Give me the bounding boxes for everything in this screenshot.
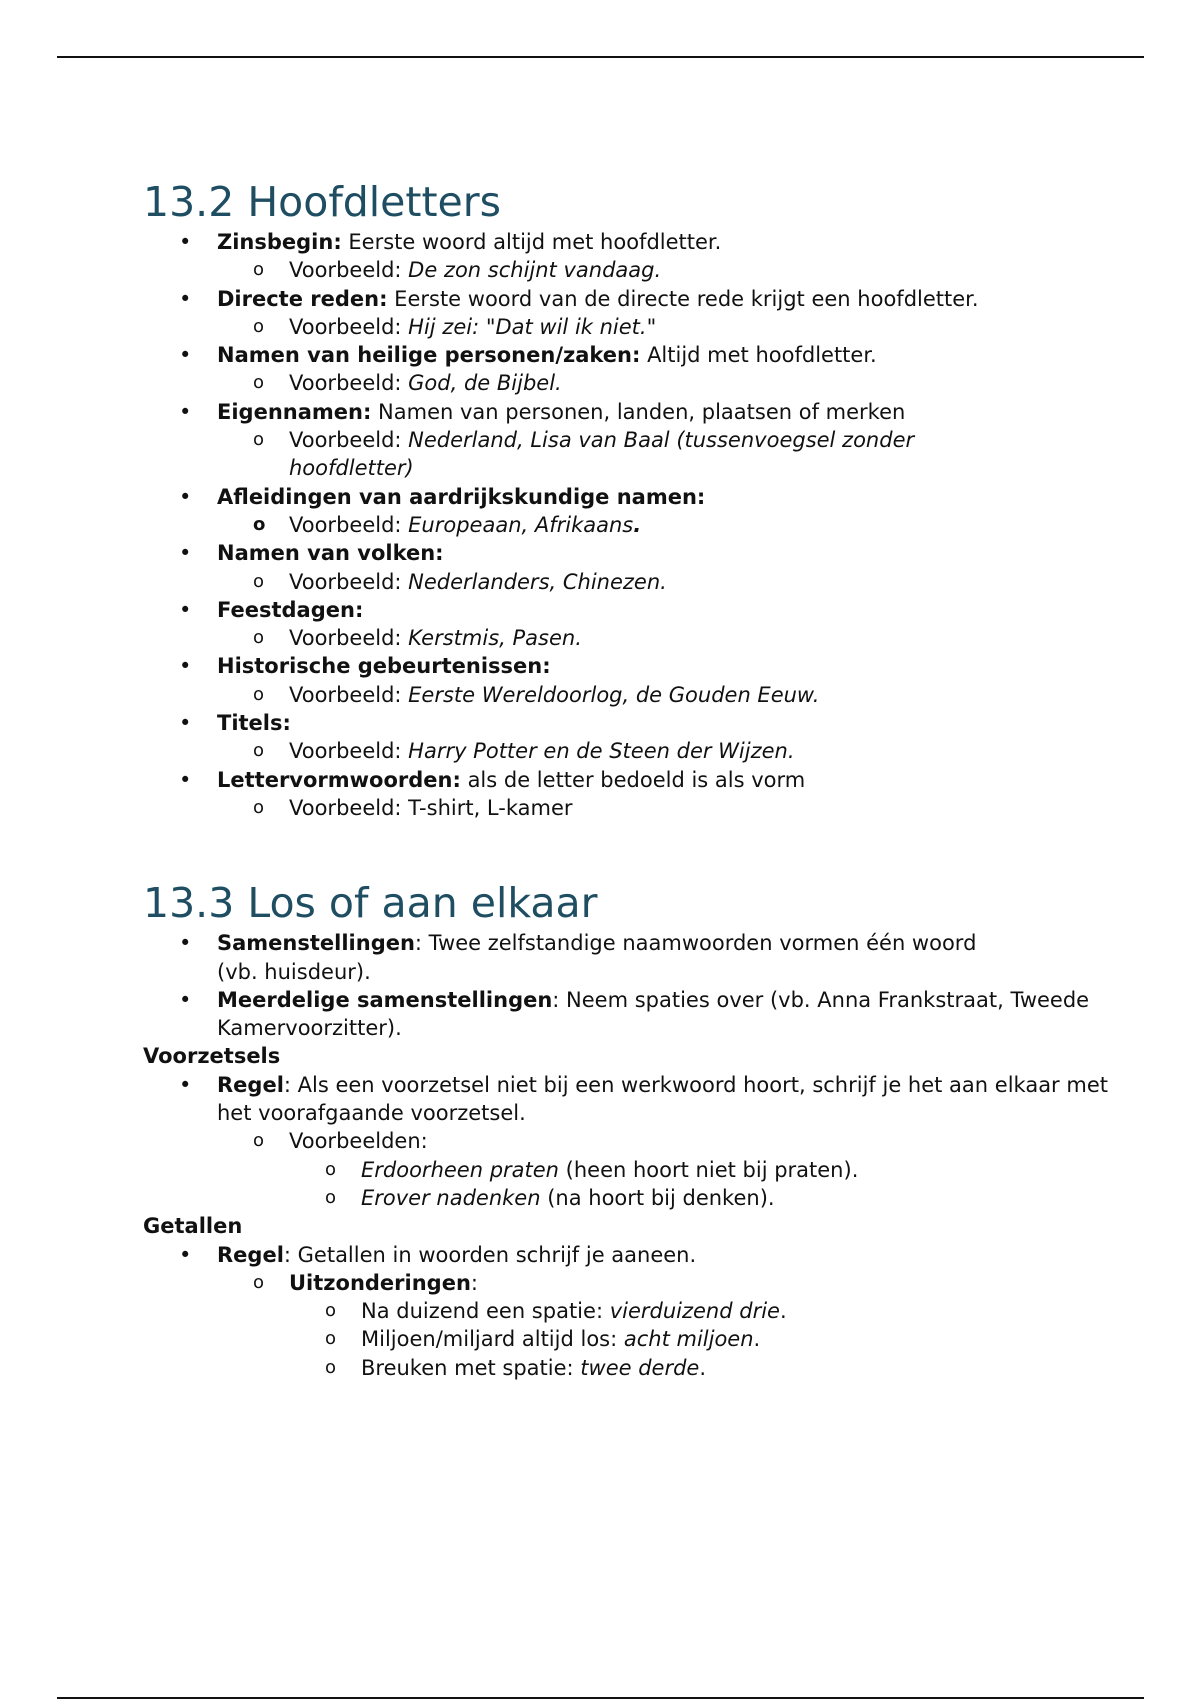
bullet-icon: •	[179, 230, 192, 254]
list-item: • Titels:	[143, 709, 1143, 737]
list-samenstellingen	[143, 929, 1143, 1042]
example-item: o Voorbeeld: God, de Bijbel.	[143, 369, 1143, 397]
list-item: • Regel: Als een voorzetsel niet bij een werkwoord hoort, schrijf je het aan elkaar met het voorafgaande voorzetsel.	[179, 1072, 1108, 1126]
example-item: o Breuken met spatie: twee derde.	[143, 1354, 1143, 1382]
bullet-icon: •	[179, 399, 192, 424]
list-item: • Zinsbegin: Eerste woord altijd met hoofdletter.	[143, 228, 1143, 256]
example-item: o Voorbeeld: Eerste Wereldoorlog, de Gouden Eeuw.	[143, 681, 1143, 709]
sub-bullet-icon: o	[253, 627, 265, 649]
list-item: • Directe reden: Eerste woord van de directe rede krijgt een hoofdletter.	[143, 285, 1143, 313]
sub-bullet-icon: o	[253, 570, 265, 592]
sub-bullet-icon: o	[325, 1328, 337, 1350]
list-item: • Namen van heilige personen/zaken: Altijd met hoofdletter.	[143, 341, 1143, 369]
list-item: • Afleidingen van aardrijkskundige namen:	[143, 483, 1143, 511]
example-item: o Erdoorheen praten (heen hoort niet bij praten).	[143, 1156, 1143, 1184]
example-item: o Voorbeeld: Nederlanders, Chinezen.	[143, 568, 1143, 596]
list-item: • Regel: Getallen in woorden schrijf je aaneen.	[143, 1241, 1143, 1269]
sub-bullet-icon: o	[253, 372, 265, 394]
example-item: o Erover nadenken (na hoort bij denken).	[143, 1184, 1143, 1212]
sub-bullet-icon: o	[253, 259, 265, 281]
list-item: • Namen van volken:	[143, 539, 1143, 567]
example-item: o Voorbeeld: De zon schijnt vandaag.	[143, 256, 1143, 284]
list-item: • Eigennamen: Namen van personen, landen, plaatsen of merken	[143, 398, 1143, 426]
example-item: o Voorbeeld: Hij zei: "Dat wil ik niet."	[143, 313, 1143, 341]
sub-item: o Uitzonderingen:	[143, 1269, 1143, 1297]
top-rule	[57, 56, 1144, 58]
example-item: o Voorbeeld: Europeaan, Afrikaans.	[143, 511, 1143, 539]
sub-bullet-icon: o	[253, 740, 265, 762]
sub-bullet-icon: o	[325, 1356, 337, 1378]
sub-item: o Voorbeelden:	[143, 1127, 1143, 1155]
example-item: o Miljoen/miljard altijd los: acht miljoen.	[143, 1325, 1143, 1353]
bullet-icon: •	[179, 767, 192, 792]
list-getallen	[143, 1241, 1143, 1382]
bullet-icon: •	[179, 343, 192, 368]
bullet-icon: •	[179, 1072, 192, 1097]
sub-bullet-icon: o	[253, 683, 265, 705]
example-item: o Voorbeeld: Kerstmis, Pasen.	[143, 624, 1143, 652]
example-item: o Na duizend een spatie: vierduizend drie.	[143, 1297, 1143, 1325]
bullet-icon: •	[179, 541, 192, 566]
bullet-icon: •	[179, 1242, 192, 1267]
sub-bullet-icon: o	[253, 796, 265, 818]
bullet-icon: •	[179, 931, 192, 956]
sub-bullet-icon: o	[253, 513, 266, 535]
document-body	[143, 176, 1143, 1382]
bullet-icon: •	[179, 286, 192, 311]
list-item: • Feestdagen:	[143, 596, 1143, 624]
list-voorzetsels	[143, 1071, 1143, 1212]
list-item: • Lettervormwoorden: als de letter bedoeld is als vorm	[143, 766, 1143, 794]
section-title-hoofdletters: 13.2 Hoofdletters	[143, 178, 501, 226]
sub-bullet-icon: o	[253, 1130, 265, 1152]
sub-bullet-icon: o	[325, 1158, 337, 1180]
bullet-icon: •	[179, 654, 192, 679]
list-item: • Samenstellingen: Twee zelfstandige naamwoorden vormen één woord (vb. huisdeur).	[179, 931, 977, 984]
sub-bullet-icon: o	[253, 315, 265, 337]
list-item: • Meerdelige samenstellingen: Neem spaties over (vb. Anna Frankstraat, Tweede Kamervoorzitter).	[179, 987, 1090, 1041]
sub-bullet-icon: o	[253, 429, 265, 451]
subheading-voorzetsels: Voorzetsels	[143, 1044, 281, 1069]
example-item: o Voorbeeld: Nederland, Lisa van Baal (tussenvoegsel zonder hoofdletter)	[253, 428, 915, 481]
sub-bullet-icon: o	[325, 1300, 337, 1322]
section-title-los-of-aan-elkaar: 13.3 Los of aan elkaar	[143, 879, 598, 928]
subheading-getallen: Getallen	[143, 1214, 243, 1239]
list-item: • Historische gebeurtenissen:	[143, 652, 1143, 680]
list-hoofdletters	[143, 228, 1143, 822]
example-item: o Voorbeeld: Harry Potter en de Steen der Wijzen.	[143, 737, 1143, 765]
bullet-icon: •	[179, 484, 192, 509]
bottom-rule	[57, 1697, 1144, 1699]
bullet-icon: •	[179, 597, 192, 622]
sub-bullet-icon: o	[325, 1186, 337, 1208]
bullet-icon: •	[179, 711, 192, 736]
example-item: o Voorbeeld: T-shirt, L-kamer	[143, 794, 1143, 822]
bullet-icon: •	[179, 987, 192, 1012]
sub-bullet-icon: o	[253, 1271, 265, 1293]
